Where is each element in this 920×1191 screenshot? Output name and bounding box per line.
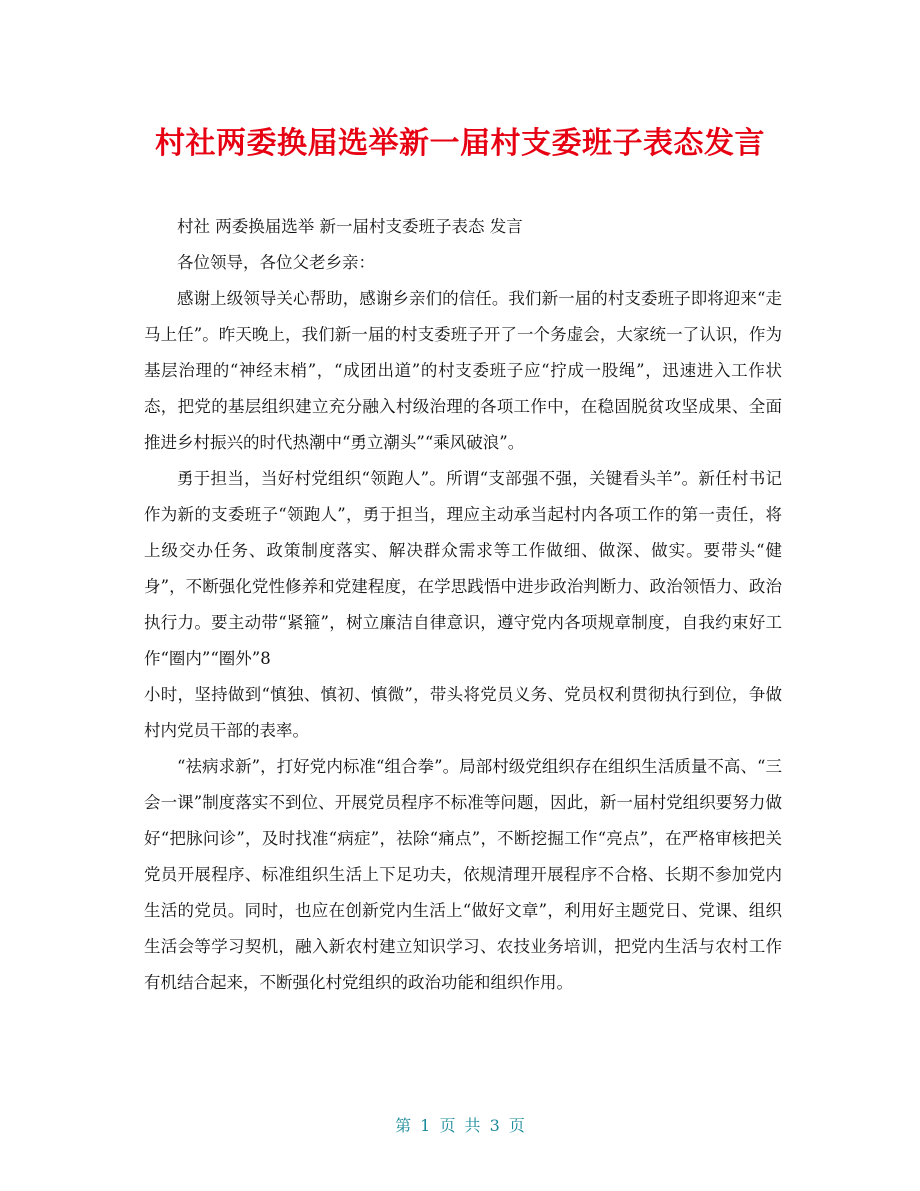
paragraph-1: 感谢上级领导关心帮助，感谢乡亲们的信任。我们新一届的村支委班子即将迎来“走马上任”。昨天晚上，我们新一届的村支委班子开了一个务虚会，大家统一了认识，作为基层治理的“神经末梢”，“成团出道”的村支委班子应“拧成一股绳”，迅速进入工作状态，把党的基层组织建立充分融入村级治理的各项工作中，在稳固脱贫攻坚成果、全面推进乡村振兴的时代热潮中“勇立潮头”“乘风破浪”。: [144, 289, 782, 452]
salutation: 各位领导，各位父老乡亲：: [177, 253, 375, 272]
subtitle-line: 村社 两委换届选举 新一届村支委班子表态 发言: [177, 217, 523, 236]
paragraph-2-continuation: 小时，坚持做到“慎独、慎初、慎微”，带头将党员义务、党员权利贯彻执行到位，争做村内党员干部的表率。: [144, 685, 782, 740]
paragraph-3: “祛病求新”，打好党内标准“组合拳”。局部村级党组织存在组织生活质量不高、“三会一课”制度落实不到位、开展党员程序不标准等问题，因此，新一届村党组织要努力做好“把脉问诊”，及时找准“病症”，祛除“痛点”，不断挖掘工作“亮点”，在严格审核把关党员开展程序、标准组织生活上下足功夫，依规清理开展程序不合格、长期不参加党内生活的党员。同时，也应在创新党内生活上“做好文章”，利用好主题党日、党课、组织生活会等学习契机，融入新农村建立知识学习、农技业务培训，把党内生活与农村工作有机结合起来，不断强化村党组织的政治功能和组织作用。: [144, 757, 782, 992]
document-body: [144, 209, 782, 1001]
paragraph-2: 勇于担当，当好村党组织“领跑人”。所谓“支部强不强，关键看头羊”。新任村书记作为新的支委班子“领跑人”，勇于担当，理应主动承当起村内各项工作的第一责任，将上级交办任务、政策制度落实、解决群众需求等工作做细、做深、做实。要带头“健身”，不断强化党性修养和党建程度，在学思践悟中进步政治判断力、政治领悟力、政治执行力。要主动带“紧箍”，树立廉洁自律意识，遵守党内各项规章制度，自我约束好工作“圈内”“圈外”8: [144, 469, 782, 668]
page-indicator: 第 1 页 共 3 页: [395, 1116, 525, 1135]
document-title: 村社两委换届选举新一届村支委班子表态发言: [155, 126, 765, 161]
